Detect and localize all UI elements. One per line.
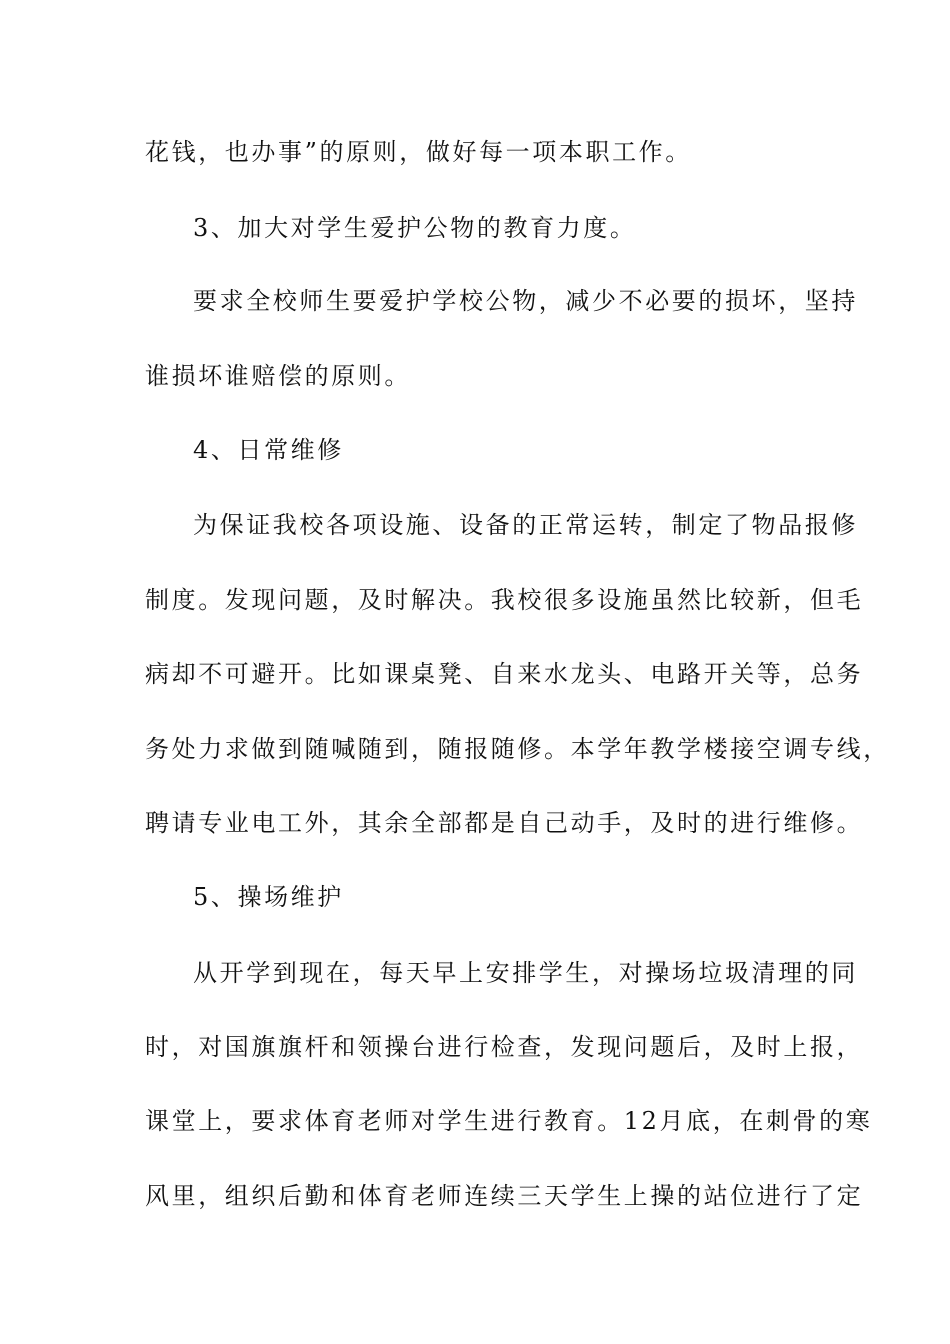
text-line-4: 谁损坏谁赔偿的原则。 xyxy=(145,362,411,390)
text-line-9: 务处力求做到随喊随到，随报随修。本学年教学楼接空调专线， xyxy=(145,735,890,763)
text-line-14: 课堂上，要求体育老师对学生进行教育。12月底，在刺骨的寒 xyxy=(145,1107,873,1135)
section-heading-5: 5、操场维护 xyxy=(193,883,344,911)
text-line-3: 要求全校师生要爱护学校公物，减少不必要的损坏，坚持 xyxy=(193,287,858,315)
text-line-1: 花钱，也办事”的原则，做好每一项本职工作。 xyxy=(145,138,692,166)
section-heading-4: 4、日常维修 xyxy=(193,436,344,464)
section-heading-3: 3、加大对学生爱护公物的教育力度。 xyxy=(193,214,637,242)
text-line-15: 风里，组织后勤和体育老师连续三天学生上操的站位进行了定 xyxy=(145,1182,864,1210)
text-line-8: 病却不可避开。比如课桌凳、自来水龙头、电路开关等，总务 xyxy=(145,660,864,688)
text-line-6: 为保证我校各项设施、设备的正常运转，制定了物品报修 xyxy=(193,511,858,539)
text-line-7: 制度。发现问题，及时解决。我校很多设施虽然比较新，但毛 xyxy=(145,586,864,614)
text-line-12: 从开学到现在，每天早上安排学生，对操场垃圾清理的同 xyxy=(193,959,858,987)
text-line-10: 聘请专业电工外，其余全部都是自己动手，及时的进行维修。 xyxy=(145,809,864,837)
text-line-13: 时，对国旗旗杆和领操台进行检查，发现问题后，及时上报， xyxy=(145,1033,864,1061)
